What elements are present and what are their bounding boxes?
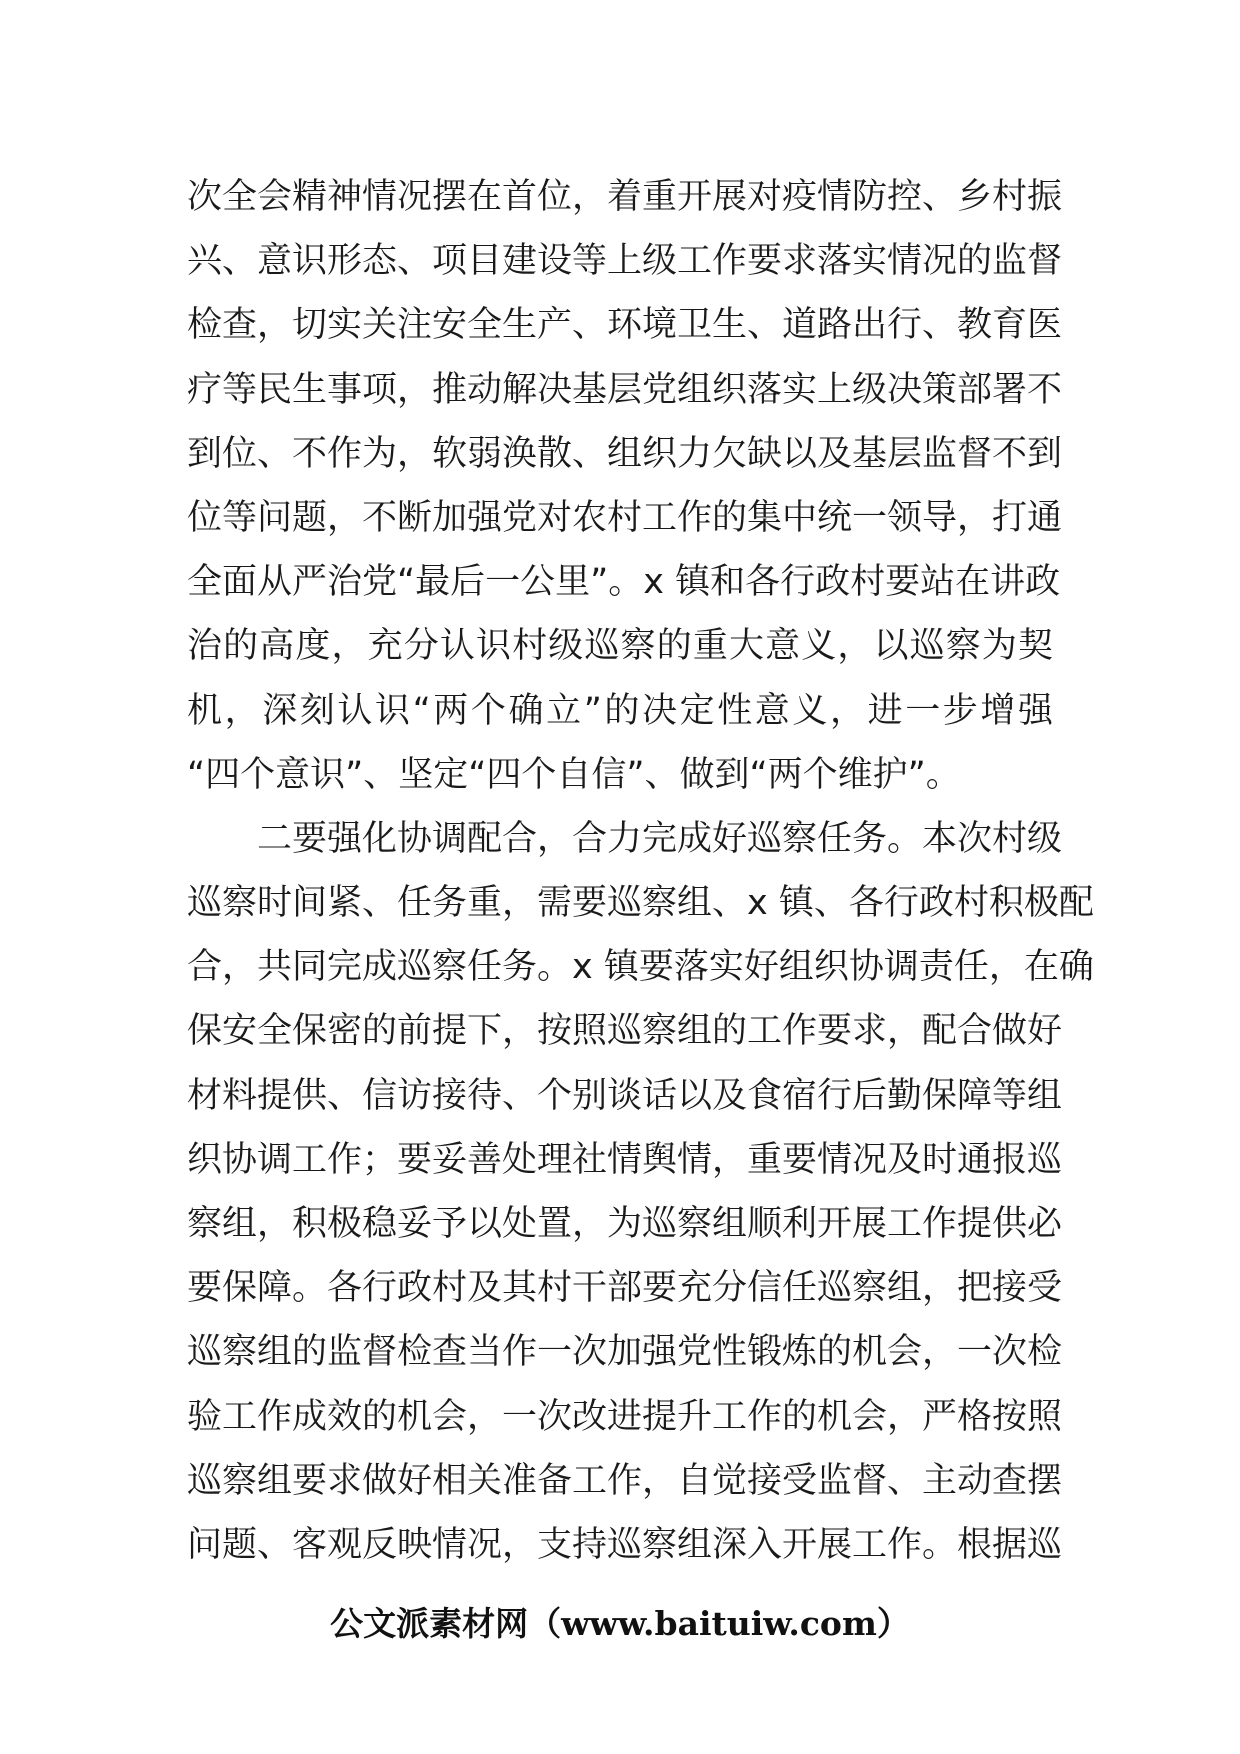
text-line: 巡察组要求做好相关准备工作，自觉接受监督、主动查摆 (187, 1460, 1063, 1501)
text-line: “四个意识”、坚定“四个自信”、做到“两个维护”。 (187, 754, 961, 795)
text-line: 保安全保密的前提下，按照巡察组的工作要求，配合做好 (187, 1011, 1063, 1052)
text-line: 材料提供、信访接待、个别谈话以及食宿行后勤保障等组 (187, 1075, 1063, 1116)
text-line: 验工作成效的机会，一次改进提升工作的机会，严格按照 (187, 1396, 1063, 1437)
text-line: 全面从严治党“最后一公里”。x 镇和各行政村要站在讲政 (187, 562, 1061, 603)
text-line: 织协调工作；要妥善处理社情舆情，重要情况及时通报巡 (187, 1139, 1063, 1180)
text-line: 检查，切实关注安全生产、环境卫生、道路出行、教育医 (187, 305, 1063, 346)
text-line: 二要强化协调配合，合力完成好巡察任务。本次村级 (257, 818, 1063, 859)
text-line: 巡察时间紧、任务重，需要巡察组、x 镇、各行政村积极配 (187, 883, 1094, 924)
text-line: 到位、不作为，软弱涣散、组织力欠缺以及基层监督不到 (187, 433, 1063, 474)
text-line: 合，共同完成巡察任务。x 镇要落实好组织协调责任，在确 (187, 947, 1094, 988)
paragraph-1 (187, 165, 1063, 807)
text-line: 兴、意识形态、项目建设等上级工作要求落实情况的监督 (187, 241, 1063, 282)
document-body (187, 165, 1094, 1577)
text-line: 巡察组的监督检查当作一次加强党性锻炼的机会，一次检 (187, 1332, 1063, 1373)
text-line: 问题、客观反映情况，支持巡察组深入开展工作。根据巡 (187, 1524, 1063, 1565)
text-line: 察组，积极稳妥予以处置，为巡察组顺利开展工作提供必 (187, 1204, 1063, 1244)
paragraph-2 (187, 807, 1094, 1577)
text-line: 次全会精神情况摆在首位，着重开展对疫情防控、乡村振 (187, 177, 1063, 217)
text-line: 治的高度，充分认识村级巡察的重大意义，以巡察为契 (187, 626, 1053, 667)
text-line: 机，深刻认识“两个确立”的决定性意义，进一步增强 (187, 690, 1053, 731)
page-footer: 公文派素材网（www.baituiw.com） (330, 1604, 910, 1643)
text-line: 位等问题，不断加强党对农村工作的集中统一领导，打通 (187, 497, 1063, 538)
text-line: 疗等民生事项，推动解决基层党组织落实上级决策部署不 (187, 369, 1063, 410)
text-line: 要保障。各行政村及其村干部要充分信任巡察组，把接受 (187, 1268, 1063, 1309)
